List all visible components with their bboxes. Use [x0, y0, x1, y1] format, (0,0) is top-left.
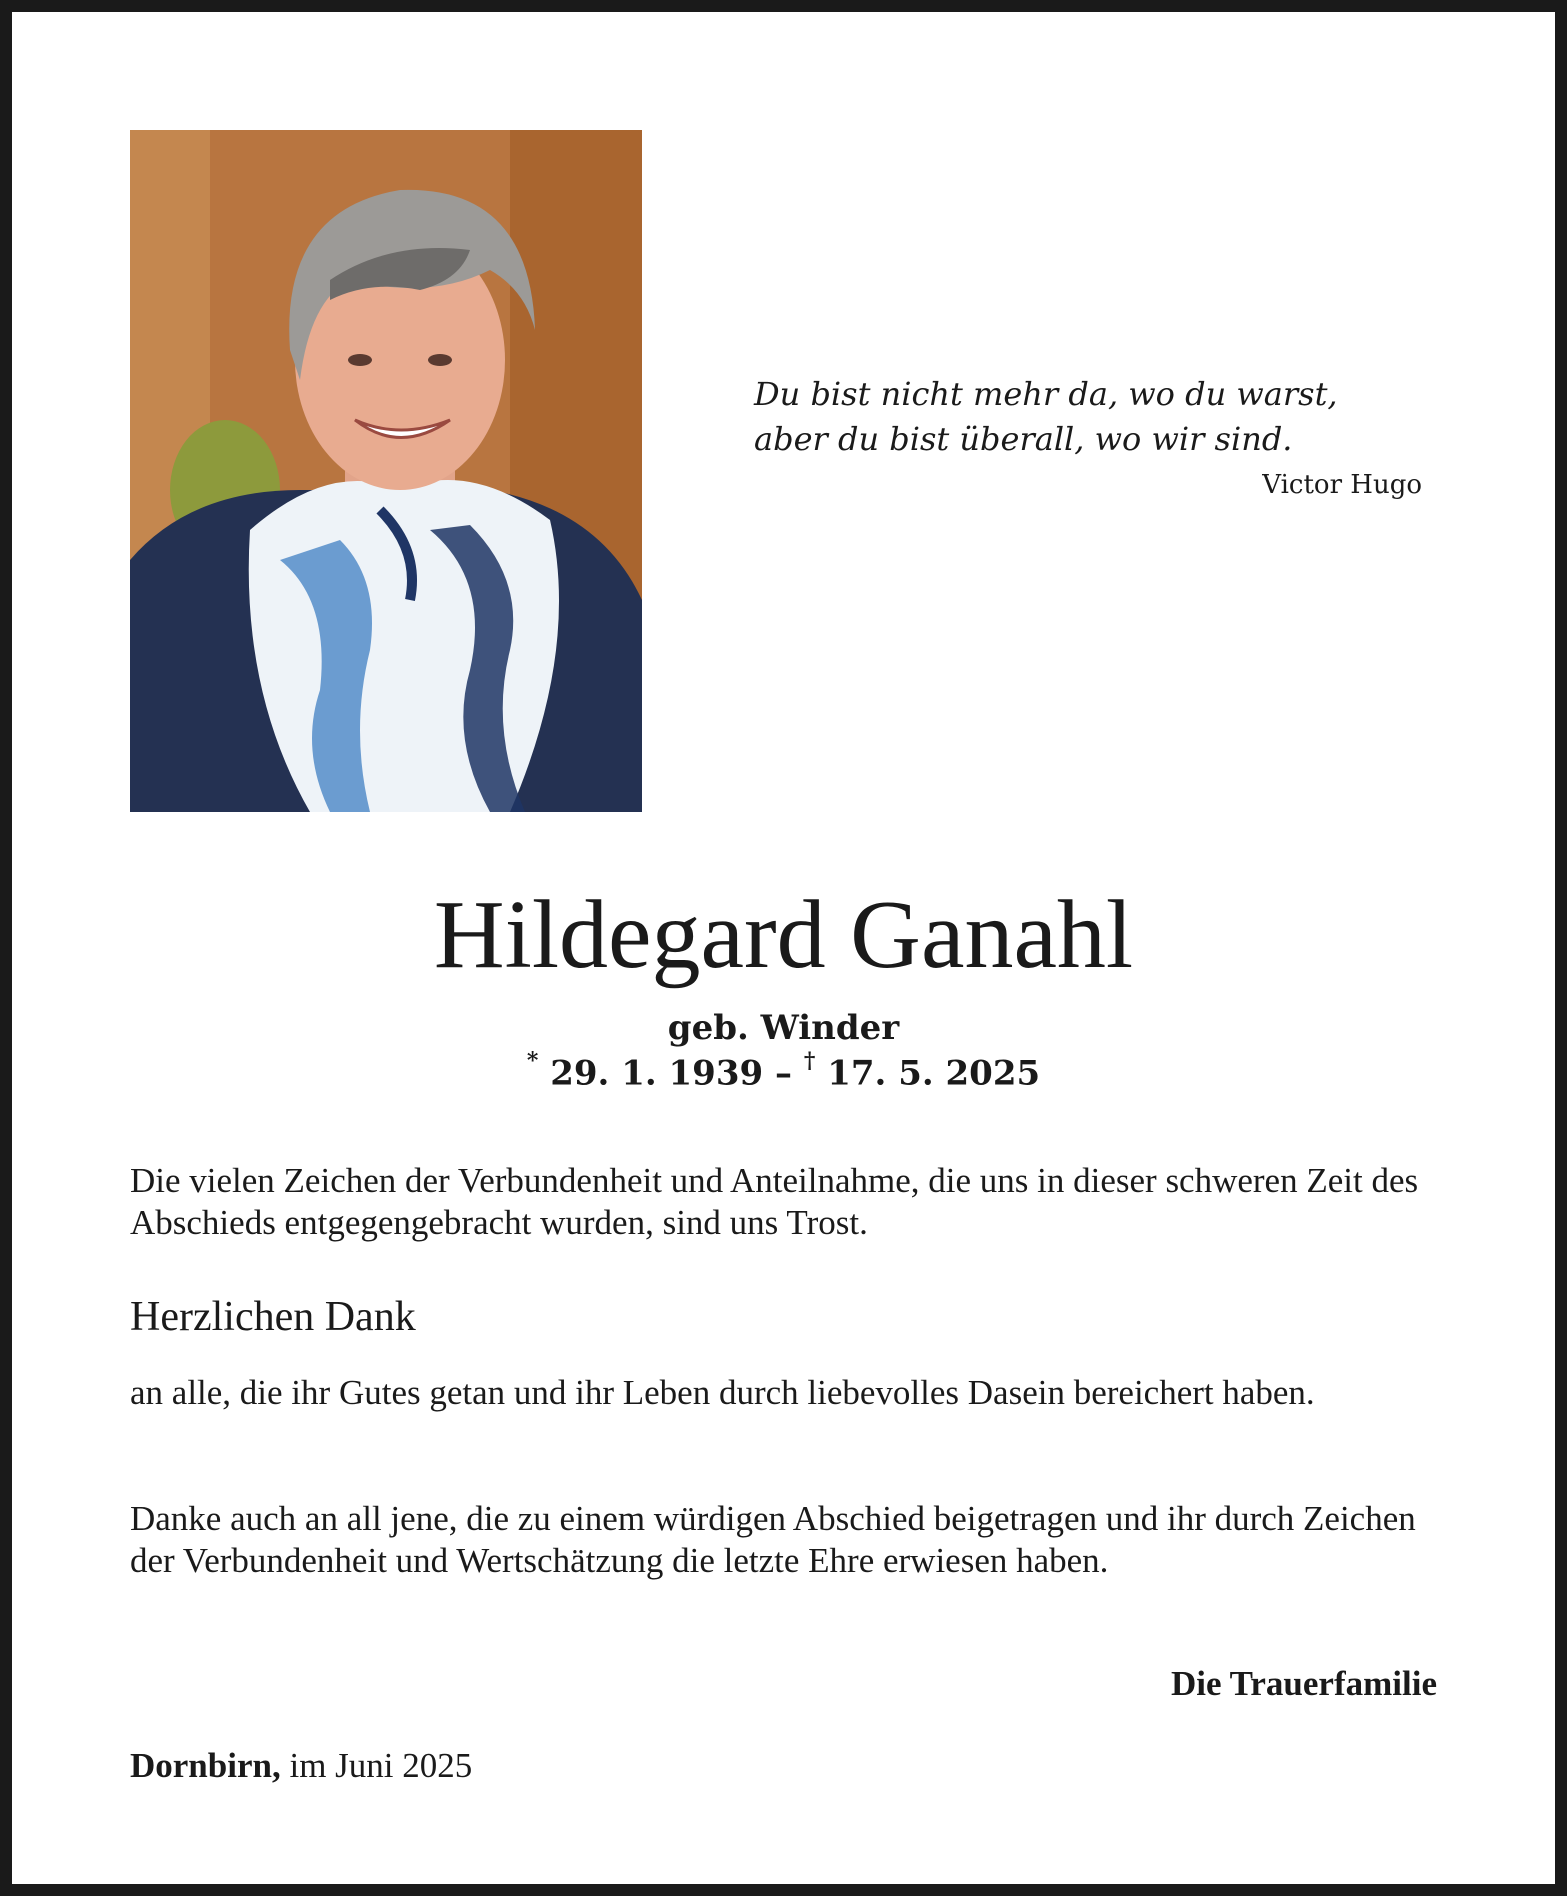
paragraph-farewell: Danke auch an all jene, die zu einem würdigen Abschied beigetragen und ihr durch Zeichen der Verbundenheit und Wertschätzung die letzte Ehre erwiesen haben. [130, 1499, 1416, 1580]
portrait-photo [130, 130, 642, 812]
date-separator: – [775, 1053, 792, 1094]
quote-line-2: aber du bist überall, wo wir sind. [754, 420, 1293, 458]
life-dates [0, 1048, 1567, 1094]
death-symbol: † [803, 1048, 816, 1074]
paragraph-thanks: an alle, die ihr Gutes getan und ihr Leben durch liebevolles Dasein bereichert haben. [130, 1373, 1315, 1412]
place-date-text: im Juni 2025 [289, 1746, 473, 1785]
quote-author: Victor Hugo [1262, 470, 1422, 500]
signature: Die Trauerfamilie [1171, 1664, 1437, 1703]
place-city: Dornbirn, [130, 1746, 281, 1785]
birth-symbol: * [526, 1048, 539, 1074]
thanks-heading: Herzlichen Dank [130, 1294, 416, 1340]
birth-date: 29. 1. 1939 [550, 1053, 764, 1094]
quote-block [754, 372, 1422, 500]
deceased-name: Hildegard Ganahl [433, 881, 1134, 989]
death-date: 17. 5. 2025 [827, 1053, 1041, 1094]
paragraph-intro: Die vielen Zeichen der Verbundenheit und Anteilnahme, die uns in dieser schweren Zeit des Abschieds entgegengebracht wurden, sind uns Trost. [130, 1161, 1419, 1242]
birth-name: geb. Winder [667, 1008, 900, 1048]
place-date [130, 1746, 472, 1786]
quote-line-1: Du bist nicht mehr da, wo du warst, [754, 375, 1338, 413]
